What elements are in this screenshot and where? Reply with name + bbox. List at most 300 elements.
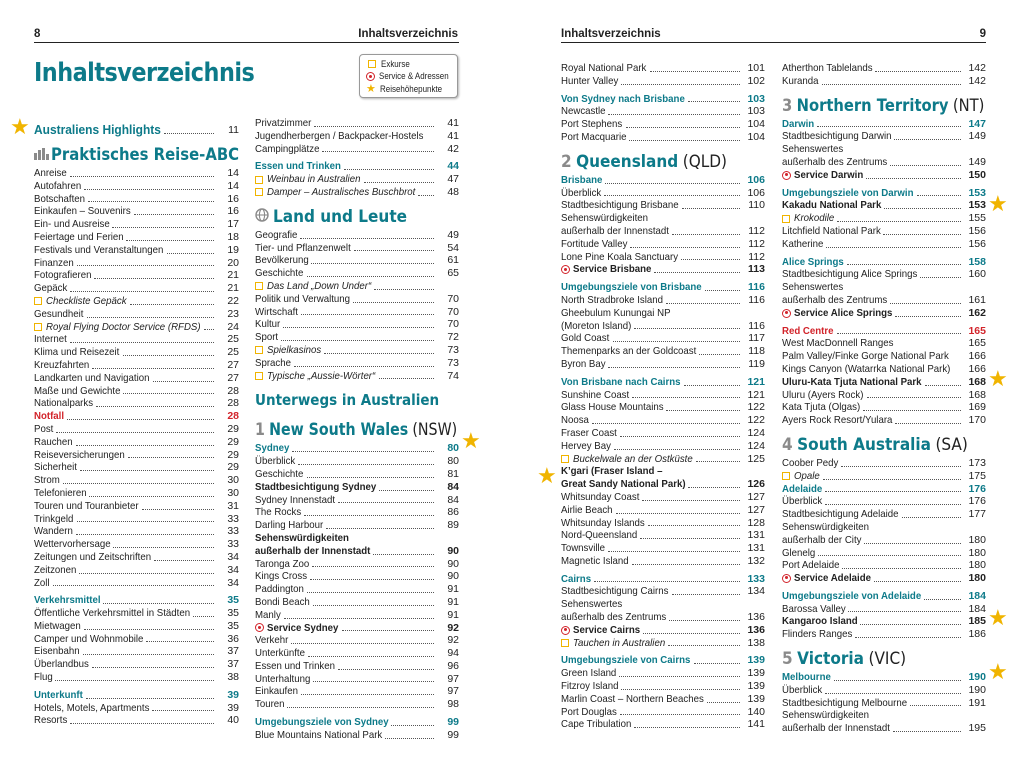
- toc-entry[interactable]: [561, 75, 765, 88]
- toc-entry[interactable]: [782, 534, 986, 547]
- toc-entry[interactable]: [782, 256, 986, 269]
- legend-row-service: [366, 71, 453, 84]
- toc-entry[interactable]: [561, 440, 765, 453]
- toc-entry[interactable]: [34, 257, 239, 270]
- page-number: 139: [747, 654, 765, 667]
- toc-entry[interactable]: [782, 722, 986, 735]
- leader-dots: [313, 681, 434, 682]
- entry-label: Damper – Australisches Buschbrot: [267, 185, 416, 198]
- toc-entry[interactable]: [34, 577, 239, 590]
- section-name: South Australia: [797, 434, 931, 455]
- leader-dots: [841, 466, 961, 467]
- toc-entry[interactable]: [34, 218, 239, 231]
- toc-entry[interactable]: [34, 658, 239, 671]
- leader-dots: [894, 139, 961, 140]
- toc-entry[interactable]: [255, 280, 459, 293]
- leader-dots: [373, 554, 434, 555]
- page-number: 41: [447, 129, 459, 142]
- page-number: 14: [227, 167, 239, 179]
- toc-entry[interactable]: [782, 376, 986, 389]
- page-number: 30: [227, 474, 239, 487]
- toc-entry[interactable]: [34, 346, 239, 359]
- toc-entry[interactable]: [34, 645, 239, 658]
- page-number: 86: [447, 506, 459, 519]
- page-number: 116: [748, 319, 765, 332]
- toc-entry[interactable]: [255, 455, 459, 468]
- toc-entry[interactable]: [34, 633, 239, 646]
- toc-entry[interactable]: [255, 293, 459, 306]
- page-number: 125: [747, 452, 765, 465]
- toc-entry[interactable]: [561, 654, 765, 667]
- toc-entry[interactable]: [34, 397, 239, 410]
- toc-entry[interactable]: [782, 709, 986, 722]
- leader-dots: [608, 114, 740, 115]
- toc-entry[interactable]: [34, 461, 239, 474]
- toc-entry[interactable]: [34, 564, 239, 577]
- toc-entry[interactable]: [255, 698, 459, 711]
- page-number: 19: [227, 243, 239, 256]
- toc-entry[interactable]: [561, 187, 765, 200]
- entry-label: Weinbau in Australien: [267, 173, 361, 186]
- page-number: 18: [227, 230, 239, 243]
- toc-entry[interactable]: [255, 519, 459, 532]
- leader-dots: [632, 397, 740, 398]
- toc-entry[interactable]: [561, 624, 765, 637]
- leader-dots: [103, 603, 214, 604]
- toc-entry[interactable]: [34, 231, 239, 244]
- page-number: 74: [447, 369, 459, 382]
- toc-entry[interactable]: [782, 337, 986, 350]
- toc-entry[interactable]: [782, 118, 986, 131]
- toc-entry[interactable]: [255, 242, 459, 255]
- toc-entry[interactable]: [255, 716, 459, 729]
- toc-entry[interactable]: [561, 542, 765, 555]
- entry-label: Themenparks an der Goldcoast: [561, 345, 697, 358]
- page-number: 139: [747, 680, 765, 693]
- leader-dots: [385, 738, 434, 739]
- entry-label: North Stradbroke Island: [561, 293, 664, 306]
- page-number: 138: [747, 636, 765, 649]
- leader-dots: [874, 581, 961, 582]
- toc-entry[interactable]: [561, 573, 765, 586]
- toc-entry[interactable]: [561, 251, 765, 264]
- toc-entry[interactable]: [255, 596, 459, 609]
- toc-entry[interactable]: [34, 449, 239, 462]
- entry-label: Post: [34, 422, 54, 435]
- leader-dots: [142, 509, 214, 510]
- section-heading: [782, 647, 986, 671]
- entry-label: Service Adelaide: [794, 572, 871, 585]
- leader-dots: [594, 581, 740, 582]
- toc-entry[interactable]: [561, 332, 765, 345]
- page-number: 37: [227, 645, 239, 658]
- toc-entry[interactable]: [782, 603, 986, 616]
- toc-entry[interactable]: [561, 453, 765, 466]
- page-number: 139: [747, 667, 765, 680]
- section-name: Northern Territory: [796, 95, 949, 116]
- page-number: 33: [227, 512, 239, 525]
- toc-entry[interactable]: [255, 160, 459, 173]
- toc-entry[interactable]: [255, 229, 459, 242]
- page-number: 186: [968, 628, 986, 641]
- entry-label: Anreise: [34, 167, 67, 179]
- toc-entry[interactable]: [255, 117, 459, 130]
- entry-label: Kata Tjuta (Olgas): [782, 401, 861, 414]
- toc-entry[interactable]: [782, 62, 986, 75]
- toc-entry[interactable]: [34, 423, 239, 436]
- toc-entry[interactable]: [255, 186, 459, 199]
- toc-entry[interactable]: [782, 671, 986, 684]
- toc-entry[interactable]: [255, 506, 459, 519]
- toc-entry[interactable]: [561, 491, 765, 504]
- toc-entry[interactable]: [561, 706, 765, 719]
- leader-dots: [364, 182, 434, 183]
- toc-entry[interactable]: [782, 697, 986, 710]
- leader-dots: [866, 178, 961, 179]
- entry-label: Kreuzfahrten: [34, 358, 90, 371]
- toc-entry[interactable]: [34, 244, 239, 257]
- toc-entry[interactable]: [255, 370, 459, 383]
- toc-entry[interactable]: [782, 281, 986, 294]
- leader-dots: [313, 605, 434, 606]
- toc-entry[interactable]: [782, 325, 986, 338]
- toc-entry[interactable]: [782, 169, 986, 182]
- entry-label: Überblick: [561, 186, 602, 199]
- leader-dots: [87, 317, 214, 318]
- toc-entry[interactable]: [255, 570, 459, 583]
- toc-entry[interactable]: [34, 702, 239, 715]
- toc-entry[interactable]: [34, 551, 239, 564]
- toc-entry[interactable]: [255, 532, 459, 545]
- page-number: 47: [447, 173, 459, 186]
- leader-dots: [167, 253, 214, 254]
- toc-entry[interactable]: [561, 478, 765, 491]
- toc-entry[interactable]: [34, 500, 239, 513]
- page-number: 23: [227, 307, 239, 320]
- page-number: 142: [968, 62, 986, 74]
- leader-dots: [895, 423, 961, 424]
- toc-entry[interactable]: [782, 457, 986, 470]
- leader-dots: [123, 393, 214, 394]
- toc-entry[interactable]: [561, 504, 765, 517]
- entry-label: Port Adelaide: [782, 559, 840, 572]
- page-number: 90: [447, 557, 459, 570]
- toc-entry[interactable]: [782, 389, 986, 402]
- leader-dots: [374, 289, 434, 290]
- heading-wrap: [255, 418, 458, 444]
- toc-entry[interactable]: [34, 436, 239, 449]
- entry-label: Geschichte: [255, 267, 304, 280]
- toc-entry[interactable]: [34, 385, 239, 398]
- toc-entry[interactable]: [255, 660, 459, 673]
- page-number: 165: [968, 337, 986, 350]
- toc-entry[interactable]: [561, 555, 765, 568]
- leader-dots: [688, 487, 740, 488]
- toc-entry[interactable]: [255, 357, 459, 370]
- entry-label: außerhalb des Zentrums: [561, 611, 667, 624]
- toc-entry[interactable]: [255, 685, 459, 698]
- page-number: 112: [748, 224, 765, 237]
- page-number: 168: [968, 375, 986, 388]
- toc-entry[interactable]: [255, 494, 459, 507]
- toc-entry[interactable]: [255, 318, 459, 331]
- entry-label: Typische „Aussie-Wörter“: [267, 369, 376, 382]
- square-icon: [255, 370, 267, 383]
- toc-entry[interactable]: [561, 174, 765, 187]
- toc-entry[interactable]: [255, 558, 459, 571]
- page-number: 101: [747, 62, 765, 74]
- toc-entry[interactable]: [34, 295, 239, 308]
- page-number: 168: [968, 388, 986, 401]
- section-abbr: (QLD): [682, 151, 728, 172]
- toc-entry[interactable]: [34, 525, 239, 538]
- toc-entry[interactable]: [782, 615, 986, 628]
- page-number: 39: [227, 688, 239, 701]
- leader-dots: [63, 483, 214, 484]
- leader-dots: [681, 259, 740, 260]
- toc-entry[interactable]: [782, 187, 986, 200]
- section-number: 4: [782, 434, 793, 455]
- toc-entry[interactable]: [561, 93, 765, 106]
- toc-entry[interactable]: [255, 729, 459, 742]
- leader-dots: [55, 680, 214, 681]
- entry-label: Townsville: [561, 542, 606, 555]
- toc-entry[interactable]: [561, 307, 765, 320]
- toc-entry[interactable]: [561, 131, 765, 144]
- toc-entry[interactable]: [255, 481, 459, 494]
- toc-entry[interactable]: [561, 225, 765, 238]
- toc-entry[interactable]: [561, 465, 765, 478]
- toc-entry[interactable]: [782, 75, 986, 88]
- toc-entry[interactable]: [561, 680, 765, 693]
- entry-label: Cairns: [561, 572, 592, 585]
- entry-label: Verkehrsmittel: [34, 594, 101, 607]
- toc-entry[interactable]: [255, 254, 459, 267]
- globe-icon: [255, 208, 273, 222]
- toc-entry[interactable]: [561, 517, 765, 530]
- toc-entry[interactable]: [561, 667, 765, 680]
- toc-entry[interactable]: [561, 238, 765, 251]
- toc-entry[interactable]: [561, 585, 765, 598]
- toc-entry[interactable]: [561, 637, 765, 650]
- toc-entry[interactable]: [561, 62, 765, 75]
- page-number: 99: [447, 716, 459, 729]
- toc-entry[interactable]: [782, 238, 986, 251]
- toc-entry[interactable]: [34, 689, 239, 702]
- toc-entry[interactable]: [782, 590, 986, 603]
- entry-label: Atherthon Tablelands: [782, 62, 873, 74]
- section-heading: [255, 388, 459, 412]
- entry-label: Von Sydney nach Brisbane: [561, 92, 685, 105]
- toc-entry[interactable]: [782, 225, 986, 238]
- leader-dots: [79, 573, 214, 574]
- toc-entry[interactable]: [561, 263, 765, 276]
- toc-entry[interactable]: [34, 167, 239, 180]
- page-number: 162: [968, 306, 986, 319]
- entry-label: Umgebungsziele von Cairns: [561, 654, 691, 667]
- toc-entry[interactable]: [561, 294, 765, 307]
- page-number: 29: [227, 422, 239, 435]
- page-number: 17: [227, 218, 239, 231]
- toc-entry[interactable]: [34, 193, 239, 206]
- toc-entry[interactable]: [34, 594, 239, 607]
- toc-entry[interactable]: [561, 693, 765, 706]
- entry-label: Flinders Ranges: [782, 628, 853, 641]
- toc-entry-highlights[interactable]: [34, 120, 239, 137]
- toc-entry[interactable]: [561, 320, 765, 333]
- leader-dots: [76, 534, 214, 535]
- toc-entry[interactable]: [561, 529, 765, 542]
- toc-entry[interactable]: [34, 333, 239, 346]
- leader-dots: [834, 680, 961, 681]
- toc-entry[interactable]: [561, 427, 765, 440]
- page-number: 150: [968, 168, 986, 181]
- leader-dots: [92, 667, 214, 668]
- toc-entry[interactable]: [255, 622, 459, 635]
- toc-entry[interactable]: [255, 609, 459, 622]
- legend-row-exkurse: [366, 58, 453, 71]
- toc-entry[interactable]: [782, 294, 986, 307]
- toc-entry[interactable]: [255, 306, 459, 319]
- toc-entry[interactable]: [561, 718, 765, 731]
- toc-entry[interactable]: [782, 401, 986, 414]
- leader-dots: [338, 669, 434, 670]
- entry-label: Whitsunday Coast: [561, 490, 640, 503]
- toc-entry[interactable]: [561, 598, 765, 611]
- toc-entry[interactable]: [34, 513, 239, 526]
- toc-entry[interactable]: [34, 607, 239, 620]
- toc-entry[interactable]: [561, 358, 765, 371]
- toc-entry[interactable]: [782, 483, 986, 496]
- page-number: 37: [227, 658, 239, 671]
- leader-dots: [204, 329, 214, 330]
- toc-entry[interactable]: [255, 673, 459, 686]
- page-number: 104: [747, 130, 765, 143]
- toc-entry[interactable]: [255, 130, 459, 143]
- toc-column-2: [255, 117, 459, 742]
- page-number: 112: [748, 237, 765, 250]
- toc-entry[interactable]: [782, 363, 986, 376]
- toc-entry[interactable]: [782, 199, 986, 212]
- toc-entry[interactable]: [782, 143, 986, 156]
- toc-entry[interactable]: [782, 508, 986, 521]
- toc-entry[interactable]: [782, 559, 986, 572]
- toc-entry[interactable]: [255, 647, 459, 660]
- toc-entry[interactable]: [255, 634, 459, 647]
- toc-entry[interactable]: [782, 572, 986, 585]
- entry-label: Service Alice Springs: [794, 306, 893, 319]
- toc-entry[interactable]: [561, 389, 765, 402]
- toc-entry[interactable]: [561, 401, 765, 414]
- entry-label: Resorts: [34, 714, 68, 727]
- toc-entry[interactable]: [782, 628, 986, 641]
- toc-entry[interactable]: [34, 714, 239, 727]
- leader-dots: [837, 333, 961, 334]
- toc-entry[interactable]: [34, 282, 239, 295]
- toc-entry[interactable]: [782, 414, 986, 427]
- highlight-star-icon: ★: [461, 428, 481, 453]
- leader-dots: [53, 585, 214, 586]
- leader-dots: [281, 340, 434, 341]
- square-icon: [782, 212, 794, 225]
- toc-entry[interactable]: [34, 308, 239, 321]
- entry-label: Strom: [34, 474, 60, 487]
- leader-dots: [88, 201, 214, 202]
- page-number: 29: [227, 461, 239, 474]
- entry-label: Fortitude Valley: [561, 237, 628, 250]
- leader-dots: [294, 366, 434, 367]
- toc-entry[interactable]: [34, 372, 239, 385]
- toc-entry[interactable]: [255, 143, 459, 156]
- toc-entry[interactable]: [561, 345, 765, 358]
- toc-entry[interactable]: [255, 468, 459, 481]
- toc-entry[interactable]: [34, 474, 239, 487]
- entry-label: Zeitungen und Zeitschriften: [34, 550, 152, 563]
- entry-label: Umgebungsziele von Adelaide: [782, 589, 922, 602]
- toc-entry[interactable]: [561, 414, 765, 427]
- entry-label: Botschaften: [34, 192, 86, 205]
- toc-entry[interactable]: [782, 130, 986, 143]
- toc-entry[interactable]: [255, 344, 459, 357]
- toc-entry[interactable]: [34, 538, 239, 551]
- page-number: 40: [227, 714, 239, 727]
- toc-entry[interactable]: [561, 118, 765, 131]
- page-number: 153: [968, 186, 986, 199]
- toc-entry[interactable]: [34, 205, 239, 218]
- toc-entry[interactable]: [782, 156, 986, 169]
- toc-entry[interactable]: [561, 212, 765, 225]
- toc-entry[interactable]: [34, 671, 239, 684]
- entry-label: Fotografieren: [34, 269, 92, 282]
- toc-entry[interactable]: [782, 470, 986, 483]
- entry-label: Melbourne: [782, 671, 831, 684]
- toc-entry[interactable]: [782, 212, 986, 225]
- toc-entry[interactable]: [782, 521, 986, 534]
- leader-dots: [884, 208, 961, 209]
- toc-entry[interactable]: [255, 583, 459, 596]
- toc-entry[interactable]: [255, 545, 459, 558]
- toc-entry[interactable]: [34, 180, 239, 193]
- toc-entry[interactable]: [782, 547, 986, 560]
- toc-entry[interactable]: [561, 281, 765, 294]
- toc-entry[interactable]: [255, 442, 459, 455]
- toc-entry[interactable]: [782, 307, 986, 320]
- toc-entry[interactable]: [561, 376, 765, 389]
- toc-entry[interactable]: [782, 495, 986, 508]
- toc-entry[interactable]: [255, 331, 459, 344]
- toc-entry[interactable]: [34, 487, 239, 500]
- toc-entry[interactable]: [34, 269, 239, 282]
- page-number: 72: [447, 331, 459, 344]
- toc-entry[interactable]: [561, 611, 765, 624]
- toc-entry[interactable]: [782, 268, 986, 281]
- toc-entry[interactable]: [34, 410, 239, 423]
- target-icon: [561, 263, 573, 276]
- leader-dots: [705, 290, 740, 291]
- toc-entry[interactable]: [34, 321, 239, 334]
- toc-entry[interactable]: [255, 173, 459, 186]
- leader-dots: [818, 555, 961, 556]
- toc-entry[interactable]: [34, 620, 239, 633]
- toc-entry[interactable]: [561, 105, 765, 118]
- toc-entry[interactable]: [561, 199, 765, 212]
- toc-entry[interactable]: [34, 359, 239, 372]
- entry-label: Blue Mountains National Park: [255, 728, 383, 741]
- toc-entry[interactable]: [782, 684, 986, 697]
- leader-dots: [847, 264, 961, 265]
- toc-entry[interactable]: [255, 267, 459, 280]
- toc-entry[interactable]: [782, 350, 986, 363]
